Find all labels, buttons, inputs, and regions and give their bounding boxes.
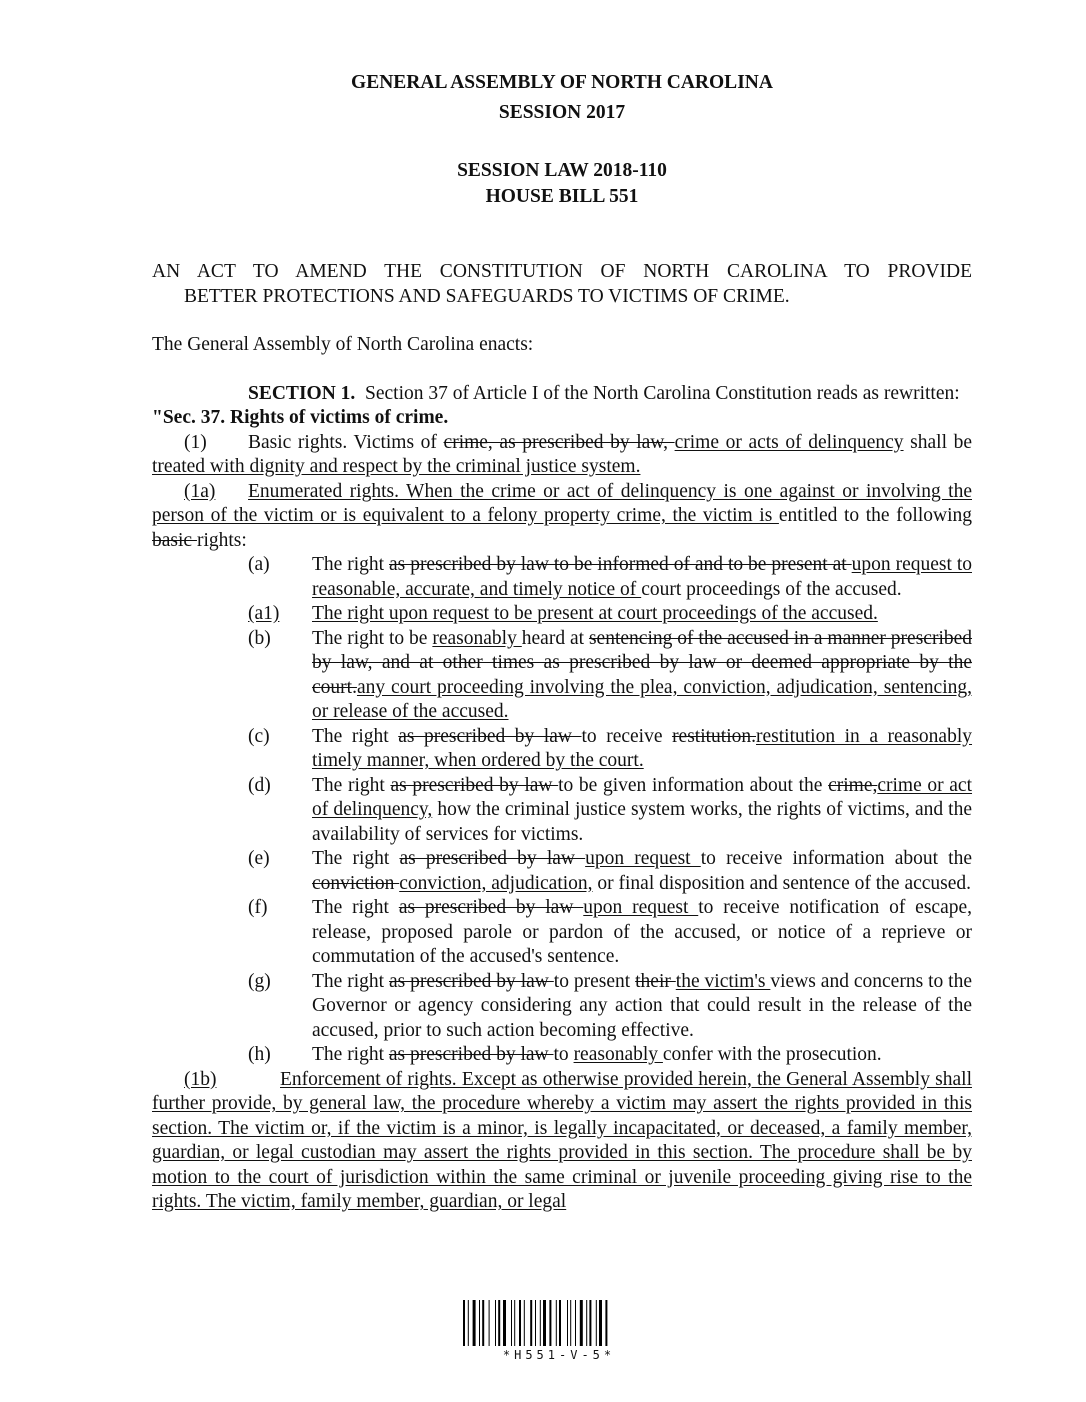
session-law-heading: SESSION LAW 2018-110 [457,160,667,181]
inserted-text: crime or act of delinquency, [312,774,973,820]
text-run: to present [553,970,636,992]
inserted-text: conviction, adjudication, [399,872,593,894]
item-b [152,627,972,725]
item-g [152,970,972,1044]
barcode-bar [570,1300,571,1346]
barcode-bar [463,1300,465,1346]
barcode-bar [559,1300,561,1346]
barcode-bar [580,1300,583,1346]
item-letter: (b) [248,627,271,649]
deleted-text: crime, [828,774,878,796]
barcode-text: *H551-V-5* [502,1348,616,1362]
barcode-bar [524,1300,525,1346]
section-1 [152,382,972,407]
barcode-bar [556,1300,557,1346]
barcode-bar [468,1300,469,1346]
text-run: to [553,1044,574,1065]
sec-37-heading: "Sec. 37. Rights of victims of crime. [152,407,449,428]
section-label: SECTION 1. [248,382,356,404]
text-run: The right to be [312,627,433,649]
inserted-text: crime or acts of delinquency [674,431,904,453]
act-title-line2: BETTER PROTECTIONS AND SAFEGUARDS TO VICTIMS OF CRIME. [184,285,790,307]
text-run: to be given information about the [558,774,829,796]
deleted-text: their [635,970,676,992]
barcode-bar [473,1300,476,1346]
assembly-heading: GENERAL ASSEMBLY OF NORTH CAROLINA [351,72,773,93]
text-run: shall be [903,431,973,453]
paragraph-1b [152,1068,972,1215]
deleted-text: as prescribed by law [398,725,582,747]
item-letter: (h) [248,1044,271,1065]
document-page [152,68,972,1215]
text-run: The right [312,554,390,575]
barcode-bar [530,1300,532,1346]
item-h [152,1043,972,1068]
text-run: views and concerns to the Governor or agency considering any action that could result in the release of the accused, prior to such action becoming effective. [312,970,972,1041]
text-run: how the criminal justice system works, the rights of victims, and the availability of services for victims. [312,799,972,845]
item-letter: (g) [248,970,271,992]
deleted-text: conviction [312,872,400,894]
barcode-bar [567,1300,568,1346]
text-run: to receive information about the [700,848,972,869]
text-run: confer with the prosecution. [662,1044,882,1065]
text-run: The right [312,897,399,918]
deleted-text: as prescribed by law [389,970,554,992]
inserted-text: any court proceeding involving the plea, conviction, adjudication, sentencing, or release of the accused. [312,676,972,722]
deleted-text: basic [152,529,197,551]
text-run: entitled to the following [778,505,972,526]
item-letter: (d) [248,774,271,796]
barcode [463,1300,655,1346]
text-run: to receive [581,725,673,747]
barcode-bar [495,1300,496,1346]
item-d [152,774,972,848]
enacting-clause: The General Assembly of North Carolina enacts: [152,334,534,355]
item-f [152,896,972,970]
deleted-text: as prescribed by law [399,848,586,869]
barcode-bar [586,1300,587,1346]
barcode-bar [605,1300,607,1346]
barcode-bar [596,1300,597,1346]
item-c [152,725,972,774]
barcode-bar [489,1300,490,1346]
text-run: The right [312,1044,389,1065]
barcode-bar [543,1300,546,1346]
paragraph-number [152,480,248,505]
barcode-bar [511,1300,512,1346]
text-run: to receive notification of escape, release, proposed parole or pardon of the accused, or notice of a reprieve or commutation of the accused's sentence. [312,897,973,967]
text-run: court proceedings of the accused. [641,578,902,600]
inserted-text: treated with dignity and respect by the criminal justice system. [152,456,641,477]
item-a [152,553,972,602]
text-run: or final disposition and sentence of the accused. [592,872,972,894]
text-run: Basic rights. Victims of [248,431,444,453]
inserted-text: restitution in a reasonably timely manner, when ordered by the court. [312,725,973,771]
item-letter: (f) [248,897,268,918]
paragraph-1a [152,480,972,554]
deleted-text: restitution. [672,725,757,747]
item-a1 [152,602,972,627]
barcode-bar [589,1300,591,1346]
inserted-text: upon request to reasonable, accurate, and timely notice of [312,554,972,600]
barcode-bar [514,1300,515,1346]
inserted-text: reasonably [432,627,522,649]
item-letter: (c) [248,725,270,747]
deleted-text: as prescribed by law to be informed of and to be present at [389,554,852,575]
barcode-bar [479,1300,480,1346]
item-letter: (e) [248,848,270,869]
paragraph-number: (1) [184,431,207,453]
inserted-text: Enumerated rights. When the crime or act of delinquency is one against or involving the person of the victim or is equivalent to a felony property crime, the victim is [152,480,972,526]
deleted-text: as prescribed by law [388,1044,554,1065]
deleted-text: crime, as prescribed by law, [443,431,675,453]
text-run: The right [312,848,400,869]
barcode-bar [575,1300,576,1346]
text-run: rights: [196,529,247,551]
text-run: The right [312,970,389,992]
item-e [152,847,972,896]
paragraph-number: (1b) [184,1068,217,1090]
barcode-bar [498,1300,500,1346]
barcode-bar [503,1300,506,1346]
inserted-text: Enforcement of rights. Except as otherwise provided herein, the General Assembly shall further provide, by general law, the procedure whereby a victim may assert the rights provided in this section. The victim or, if the victim is a minor, is legally incapacitated, or deceased, a family member, guardian, or legal custodian may assert the rights provided in this section. The procedure shall be by motion to the court of jurisdiction within the same criminal or juvenile proceeding giving rise to the rights. The victim, family member, guardian, or legal [152,1068,972,1212]
paragraph-number-text: (1a) [184,480,216,502]
section-text: Section 37 of Article I of the North Carolina Constitution reads as rewritten: [365,382,960,404]
deleted-text: as prescribed by law [390,774,559,796]
bill-heading: HOUSE BILL 551 [485,186,639,207]
deleted-text: as prescribed by law [398,897,584,918]
inserted-text: the victim's [675,970,771,992]
text-run: The right [312,774,391,796]
text-run: heard at [521,627,589,649]
barcode-bar [535,1300,536,1346]
inserted-text: reasonably [573,1044,663,1065]
inserted-text: The right upon request to be present at court proceedings of the accused. [312,603,878,624]
barcode-bar [540,1300,541,1346]
inserted-text: upon request [583,897,699,918]
act-title-line1: AN ACT TO AMEND THE CONSTITUTION OF NORTH CAROLINA TO PROVIDE [152,261,972,282]
barcode-bar [599,1300,602,1346]
text-run: The right [312,725,399,747]
paragraph-1 [152,431,972,480]
item-letter: (a1) [248,603,280,624]
barcode-bar [549,1300,551,1346]
deleted-text: sentencing of the accused in a manner prescribed by law, and at other times as prescribed by law or deemed appropriate by the court. [312,627,973,698]
session-heading: SESSION 2017 [498,102,626,123]
item-letter: (a) [248,554,270,575]
inserted-text: upon request [585,848,701,869]
barcode-bar [519,1300,521,1346]
barcode-bar [482,1300,484,1346]
